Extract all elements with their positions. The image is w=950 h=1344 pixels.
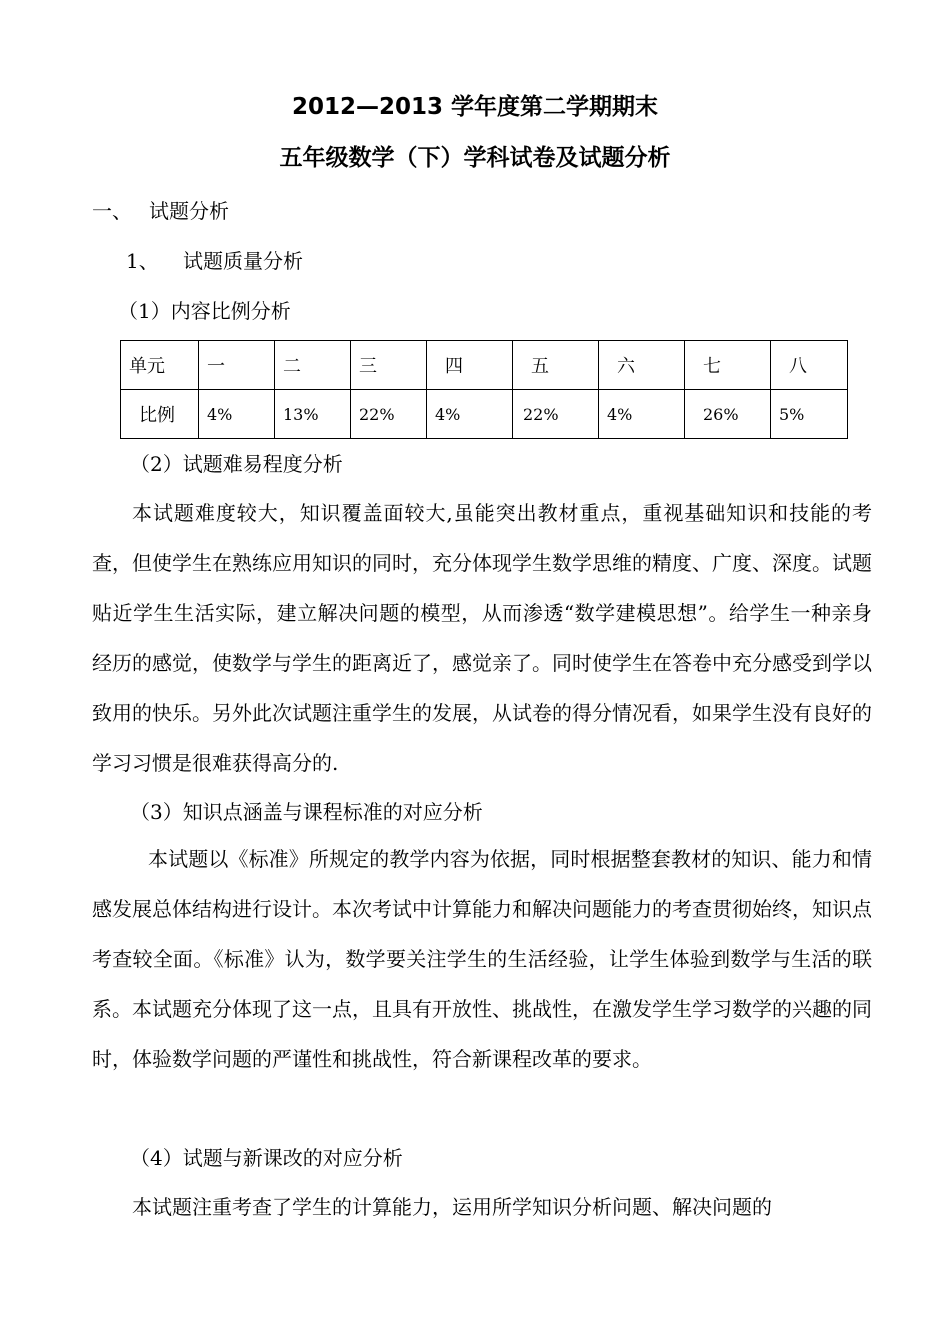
section-title: 试题分析 xyxy=(149,199,229,223)
subsection-heading-quality xyxy=(126,247,303,275)
table-header-row xyxy=(121,341,848,390)
paragraph-standards-analysis: 本试题以《标准》所规定的教学内容为依据，同时根据整套教材的知识、能力和情感发展总体结构进行设计。本次考试中计算能力和解决问题能力的考查贯彻始终，知识点考查较全面。《标准》认为，数学要关注学生的生活经验，让学生体验到数学与生活的联系。本试题充分体现了这一点，且具有开放性、挑战性，在激发学生学习数学的兴趣的同时，体验数学问题的严谨性和挑战性，符合新课程改革的要求。 xyxy=(92,847,872,1071)
table-cell: 5% xyxy=(771,390,848,439)
table-cell: 4% xyxy=(199,390,275,439)
item-heading-standards: （3）知识点涵盖与课程标准的对应分析 xyxy=(130,800,483,824)
table-cell: 26% xyxy=(685,390,771,439)
table-cell: 比例 xyxy=(121,390,199,439)
document-title-line1: 2012—2013 学年度第二学期期末 xyxy=(291,94,659,120)
table-cell: 13% xyxy=(275,390,351,439)
table-cell: 22% xyxy=(513,390,599,439)
paragraph-curriculum-reform: 本试题注重考查了学生的计算能力，运用所学知识分析问题、解决问题的 xyxy=(132,1195,772,1219)
table-cell: 一 xyxy=(199,341,275,390)
table-cell: 五 xyxy=(513,341,599,390)
table-cell: 4% xyxy=(427,390,513,439)
table-cell: 四 xyxy=(427,341,513,390)
paragraph-difficulty-analysis: 本试题难度较大，知识覆盖面较大,虽能突出教材重点，重视基础知识和技能的考查，但使学生在熟练应用知识的同时，充分体现学生数学思维的精度、广度、深度。试题贴近学生生活实际，建立解决问题的模型，从而渗透“数学建模思想”。给学生一种亲身经历的感觉，使数学与学生的距离近了，感觉亲了。同时使学生在答卷中充分感受到学以致用的快乐。另外此次试题注重学生的发展，从试卷的得分情况看，如果学生没有良好的学习习惯是很难获得高分的. xyxy=(92,501,872,775)
table-cell: 单元 xyxy=(121,341,199,390)
item-heading-curriculum-reform: （4）试题与新课改的对应分析 xyxy=(130,1146,403,1170)
subsection-number: 1、 xyxy=(126,249,159,273)
table-cell: 六 xyxy=(599,341,685,390)
section-number: 一、 xyxy=(92,199,132,223)
section-heading-analysis xyxy=(92,197,229,225)
subsection-title: 试题质量分析 xyxy=(183,249,303,273)
item-heading-difficulty: （2）试题难易程度分析 xyxy=(130,452,343,476)
document-title-line2: 五年级数学（下）学科试卷及试题分析 xyxy=(279,145,671,171)
table-cell: 22% xyxy=(351,390,427,439)
table-cell: 三 xyxy=(351,341,427,390)
content-ratio-table xyxy=(120,340,848,439)
table-cell: 七 xyxy=(685,341,771,390)
table-cell: 4% xyxy=(599,390,685,439)
table-cell: 八 xyxy=(771,341,848,390)
table-cell: 二 xyxy=(275,341,351,390)
table-row xyxy=(121,390,848,439)
item-heading-content-ratio: （1）内容比例分析 xyxy=(118,299,291,323)
